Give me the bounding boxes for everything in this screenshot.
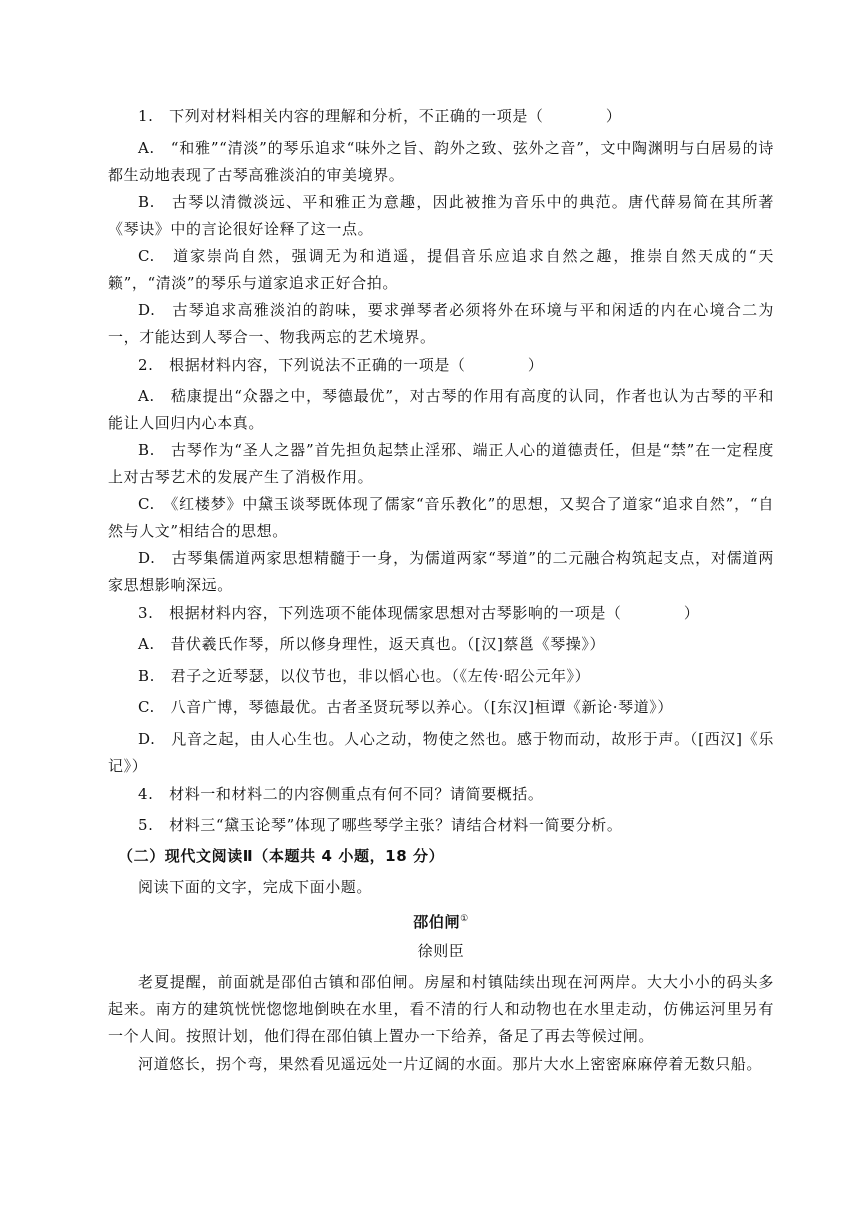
question-2-stem: 2. 根据材料内容，下列说法不正确的一项是（ ） [138, 356, 544, 374]
story-paragraph-1: 老夏提醒，前面就是邵伯古镇和邵伯闸。房屋和村镇陆续出现在河两岸。大大小小的码头多起来。南方的建筑恍恍惚惚地倒映在水里，看不清的行人和动物也在水里走动，仿佛运河里另有一个人间。按照计划，他们得在邵伯镇上置办一下给养，备足了再去等候过闸。 [108, 973, 774, 1045]
question-5: 5. 材料三“黛玉论琴”体现了哪些琴学主张？请结合材料一简要分析。 [138, 816, 623, 834]
question-4: 4. 材料一和材料二的内容侧重点有何不同？请简要概括。 [138, 785, 544, 803]
question-2-option-c: C. 《红楼梦》中黛玉谈琴既体现了儒家“音乐教化”的思想，又契合了道家“追求自然”，“自然与人文”相结合的思想。 [108, 495, 774, 540]
question-2-option-d: D. 古琴集儒道两家思想精髓于一身，为儒道两家“琴道”的二元融合构筑起支点，对儒道两家思想影响深远。 [108, 549, 774, 594]
story-author: 徐则臣 [417, 942, 465, 960]
question-1-option-d: D. 古琴追求高雅淡泊的韵味，要求弹琴者必须将外在环境与平和闲适的内在心境合二为一，才能达到人琴合一、物我两忘的艺术境界。 [108, 301, 774, 346]
question-1-option-b: B. 古琴以清微淡远、平和雅正为意趣，因此被推为音乐中的典范。唐代薛易简在其所著《琴诀》中的言论很好诠释了这一点。 [108, 193, 774, 238]
question-3-option-c: C. 八音广博，琴德最优。古者圣贤玩琴以养心。（[东汉]桓谭《新论·琴道》） [138, 698, 673, 716]
question-1-option-a: A. “和雅”“清淡”的琴乐追求“味外之旨、韵外之致、弦外之音”，文中陶渊明与白居易的诗都生动地表现了古琴高雅淡泊的审美境界。 [108, 139, 774, 184]
reading-instruction: 阅读下面的文字，完成下面小题。 [138, 878, 373, 896]
question-3-option-a: A. 昔伏羲氏作琴，所以修身理性，返天真也。（[汉]蔡邕《琴操》） [138, 635, 606, 653]
question-2-option-a: A. 嵇康提出“众器之中，琴德最优”，对古琴的作用有高度的认同，作者也认为古琴的平和能让人回归内心本真。 [108, 387, 774, 432]
question-3-option-d: D. 凡音之起，由人心生也。人心之动，物使之然也。感于物而动，故形于声。（[西汉]《乐记》） [108, 730, 774, 775]
question-2-option-b: B. 古琴作为“圣人之器”首先担负起禁止淫邪、端正人心的道德责任，但是“禁”在一定程度上对古琴艺术的发展产生了消极作用。 [108, 441, 774, 486]
footnote-mark: ① [460, 914, 469, 924]
question-3-stem: 3. 根据材料内容，下列选项不能体现儒家思想对古琴影响的一项是（ ） [138, 604, 700, 622]
section-heading: （二）现代文阅读Ⅱ（本题共 4 小题，18 分） [118, 847, 445, 865]
story-title: 邵伯闸 [413, 913, 461, 931]
story-title-line [108, 906, 774, 936]
question-1-stem: 1. 下列对材料相关内容的理解和分析，不正确的一项是（ ） [138, 107, 622, 125]
question-1-option-c: C. 道家崇尚自然，强调无为和逍遥，提倡音乐应追求自然之趣，推崇自然天成的“天籁”，“清淡”的琴乐与道家追求正好合拍。 [108, 247, 774, 292]
question-3-option-b: B. 君子之近琴瑟，以仪节也，非以慆心也。（《左传·昭公元年》） [138, 667, 591, 685]
story-paragraph-2: 河道悠长，拐个弯，果然看见遥远处一片辽阔的水面。那片大水上密密麻麻停着无数只船。 [138, 1055, 763, 1073]
